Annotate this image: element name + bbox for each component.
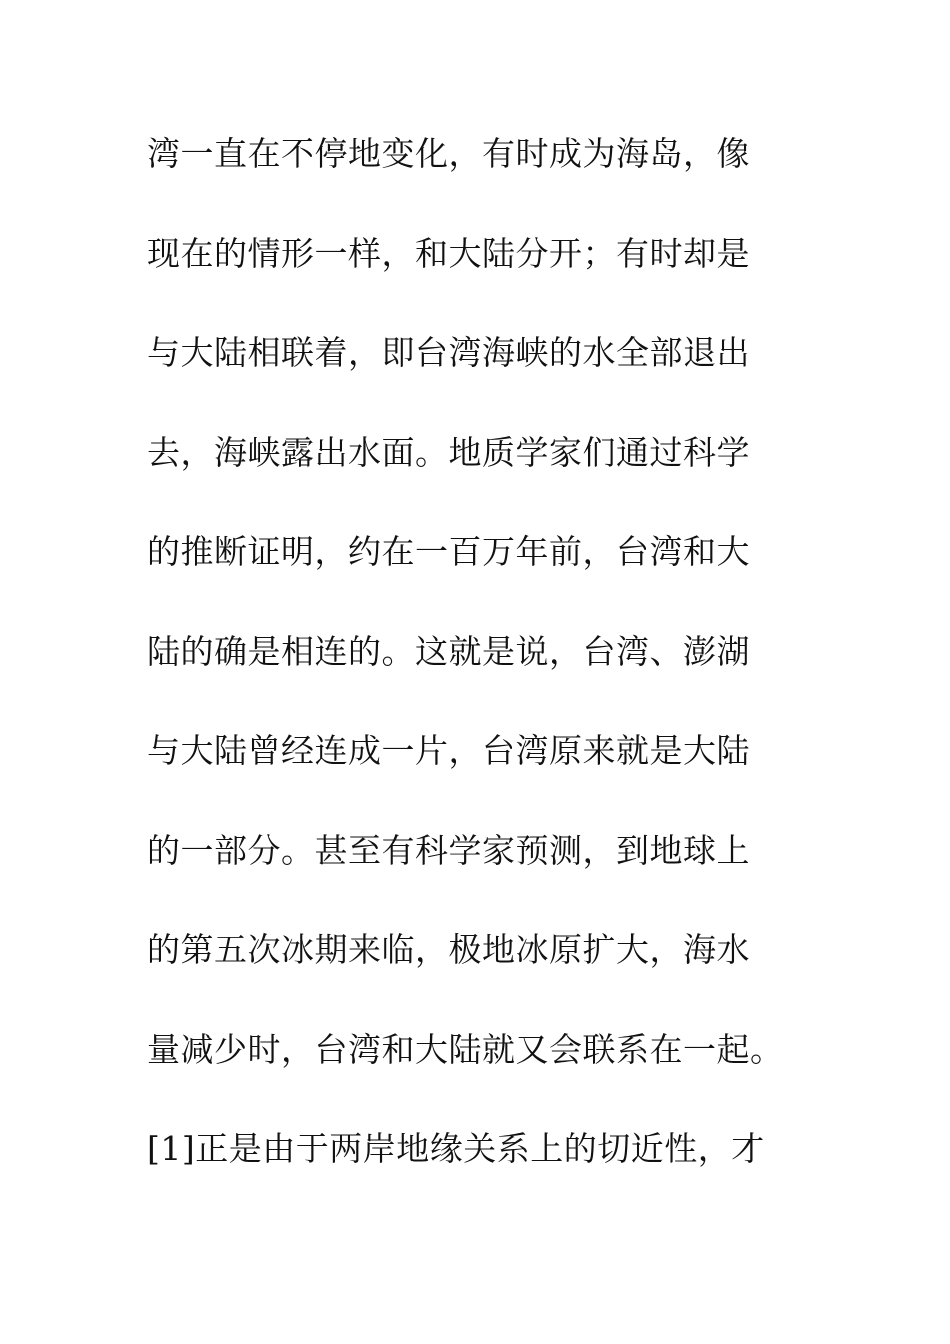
- text-line: 陆的确是相连的。这就是说，台湾、澎湖: [147, 631, 750, 671]
- text-line: 量减少时，台湾和大陆就又会联系在一起。: [147, 1029, 784, 1069]
- text-line: 与大陆曾经连成一片，台湾原来就是大陆: [147, 731, 750, 770]
- body-paragraph: [147, 128, 847, 1223]
- text-line: [1]正是由于两岸地缘关系上的切近性，才: [147, 1129, 765, 1168]
- text-line: 去，海峡露出水面。地质学家们通过科学: [147, 432, 750, 472]
- text-line: 的第五次冰期来临，极地冰原扩大，海水: [147, 930, 750, 969]
- text-line: 的推断证明，约在一百万年前，台湾和大: [147, 532, 750, 571]
- text-line: 湾一直在不停地变化，有时成为海岛，像: [147, 134, 750, 173]
- text-line: 与大陆相联着，即台湾海峡的水全部退出: [147, 333, 750, 372]
- text-line: 的一部分。甚至有科学家预测，到地球上: [147, 830, 750, 870]
- text-line: 现在的情形一样，和大陆分开；有时却是: [147, 233, 750, 273]
